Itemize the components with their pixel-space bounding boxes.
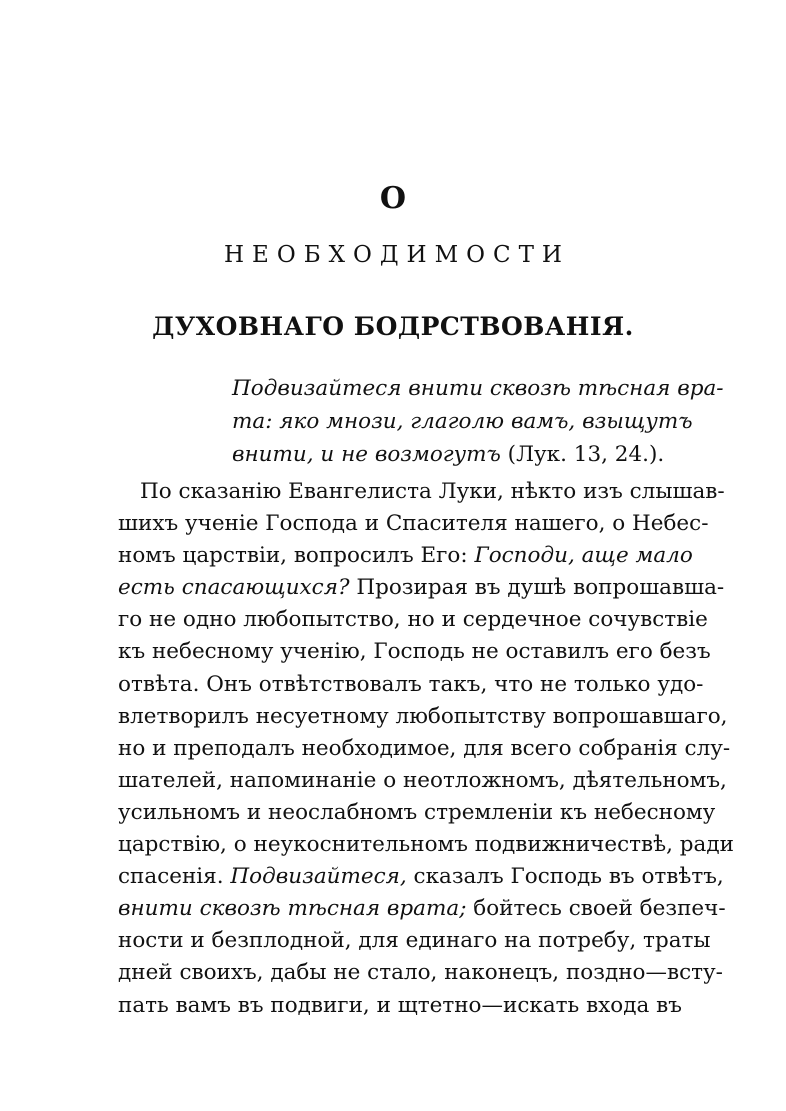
text-line: влетворилъ несуетному любопытству вопрошавшаго, (118, 703, 728, 729)
text-line: усильномъ и неослабномъ стремленіи къ небесному (118, 799, 716, 825)
text-span: сказалъ Господь въ отвѣтъ, (406, 864, 724, 890)
text-line: го не одно любопытство, но и сердечное сочувствіе (118, 607, 708, 633)
text-line: отвѣта. Онъ отвѣтствовалъ такъ, что не только удо- (118, 671, 704, 697)
text-span: спасенія. (118, 864, 231, 890)
body-paragraph (118, 476, 734, 1022)
epigraph-reference: (Лук. 13, 24.). (500, 442, 665, 467)
text-span-italic: есть спасающихся? (118, 575, 350, 601)
text-line: пать вамъ въ подвиги, и щтетно—искать входа въ (118, 992, 682, 1018)
text-line (118, 540, 693, 572)
text-span-italic: Господи, аще мало (474, 543, 693, 569)
text-line (118, 861, 724, 893)
text-span-italic: внити сквозѣ тѣсная врата; (118, 896, 467, 922)
text-line (118, 572, 725, 604)
text-span: бойтесь своей безпеч- (466, 896, 726, 922)
text-line: къ небесному ученію, Господь не оставилъ его безъ (118, 639, 711, 665)
epigraph-line: та: яко мнози, глаголю вамъ, взыщутъ (232, 409, 693, 434)
epigraph-line: Подвизайтеся внити сквозѣ тѣсная вра- (232, 376, 724, 401)
text-span-italic: Подвизайтеся, (230, 864, 407, 890)
text-line: но и преподалъ необходимое, для всего собранія слу- (118, 735, 731, 761)
text-line: По сказанію Евангелиста Луки, нѣкто изъ слышав- (140, 479, 725, 504)
heading-preposition: О (379, 181, 407, 216)
epigraph (232, 372, 724, 471)
text-line: ности и безплодной, для единаго на потребу, траты (118, 928, 711, 954)
heading-title: НЕОБХОДИМОСТИ (224, 242, 570, 268)
epigraph-line (232, 438, 677, 471)
epigraph-quote: внити, и не возмогутъ (232, 442, 501, 467)
text-span: Прозирая въ душѣ вопрошавша- (349, 575, 725, 601)
bleed-through-text (110, 0, 670, 6)
text-line: шателей, напоминаніе о неотложномъ, дѣятельномъ, (118, 767, 727, 793)
text-line: царствію, о неукоснительномъ подвижничествѣ, ради (118, 832, 734, 858)
text-span: номъ царствіи, вопросилъ Его: (118, 543, 475, 569)
text-line (118, 893, 726, 925)
heading-subtitle: ДУХОВНАГО БОДРСТВОВАНІЯ. (152, 312, 634, 341)
text-line: шихъ ученіе Господа и Спасителя нашего, о Небес- (118, 511, 709, 537)
text-line: дней своихъ, дабы не стало, наконецъ, поздно—всту- (118, 960, 723, 986)
